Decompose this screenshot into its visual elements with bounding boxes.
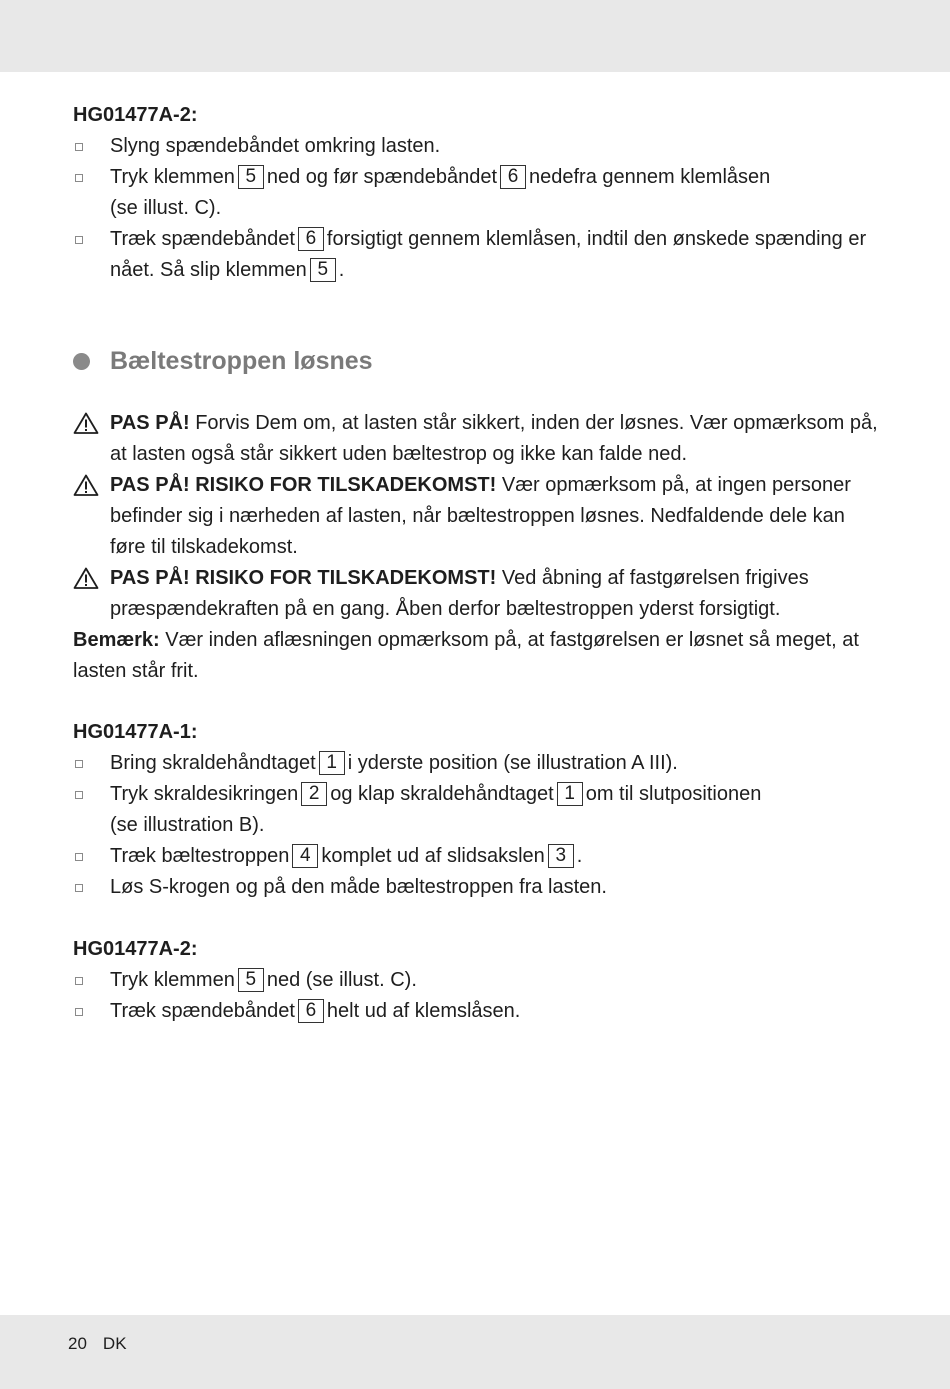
- part-ref: 1: [319, 751, 345, 775]
- bullet-square-icon: [75, 884, 83, 892]
- header-band: [0, 0, 950, 72]
- warnings: [73, 408, 883, 687]
- list-item: Tryk skraldesikringen 2 og klap skraldehåndtaget 1 om til slutpositionen (se illustration B).: [73, 779, 883, 841]
- bullet-square-icon: [75, 1008, 83, 1016]
- bullet-square-icon: [75, 143, 83, 151]
- section-title: Bæltestroppen løsnes: [73, 345, 883, 377]
- warning-triangle-icon: [73, 567, 99, 589]
- part-ref: 6: [500, 165, 526, 189]
- bullet-square-icon: [75, 853, 83, 861]
- bullet-square-icon: [75, 174, 83, 182]
- part-ref: 5: [238, 165, 264, 189]
- warning-triangle-icon: [73, 474, 99, 496]
- warning-triangle-icon: [73, 412, 99, 434]
- footer: [68, 1334, 127, 1354]
- language-code: DK: [102, 1334, 127, 1353]
- part-ref: 4: [292, 844, 318, 868]
- model-heading: HG01477A-1:: [73, 721, 198, 743]
- list-item: Træk spændebåndet 6 helt ud af klemslåsen.: [73, 996, 883, 1027]
- part-ref: 5: [238, 968, 264, 992]
- warning-item: PAS PÅ! RISIKO FOR TILSKADEKOMST! Vær opmærksom på, at ingen personer befinder sig i nærheden af lasten, når bæltestroppen løsnes. Nedfaldende dele kan føre til tilskadekomst.: [73, 470, 883, 563]
- part-ref: 6: [298, 227, 324, 251]
- list-item: Bring skraldehåndtaget 1 i yderste position (se illustration A III).: [73, 748, 883, 779]
- section-bullet-icon: [73, 353, 90, 370]
- list-item: Træk bæltestroppen 4 komplet ud af slidsakslen 3 .: [73, 841, 883, 872]
- part-ref: 5: [310, 258, 336, 282]
- bullet-square-icon: [75, 236, 83, 244]
- bullet-square-icon: [75, 977, 83, 985]
- page-number: 20: [68, 1334, 87, 1353]
- bullet-square-icon: [75, 760, 83, 768]
- page-content: [73, 100, 883, 1027]
- part-ref: 1: [557, 782, 583, 806]
- footer-band: [0, 1315, 950, 1389]
- model-heading: HG01477A-2:: [73, 938, 198, 960]
- bullet-square-icon: [75, 791, 83, 799]
- block-hg01477a-1: [73, 717, 883, 903]
- note-paragraph: Bemærk: Vær inden aflæsningen opmærksom på, at fastgørelsen er løsnet så meget, at lasten står frit.: [73, 629, 859, 682]
- part-ref: 2: [301, 782, 327, 806]
- block-hg01477a-2-release: [73, 934, 883, 1027]
- warning-item: PAS PÅ! RISIKO FOR TILSKADEKOMST! Ved åbning af fastgørelsen frigives præspændekraften på en gang. Åben derfor bæltestroppen yderst forsigtigt.: [73, 563, 883, 625]
- list-item: Tryk klemmen 5 ned (se illust. C).: [73, 965, 883, 996]
- part-ref: 6: [298, 999, 324, 1023]
- list-item: Træk spændebåndet 6 forsigtigt gennem klemlåsen, indtil den ønskede spænding er nået. Så slip klemmen 5 .: [73, 224, 883, 286]
- block-hg01477a-2-tighten: [73, 100, 883, 286]
- part-ref: 3: [548, 844, 574, 868]
- warning-item: PAS PÅ! Forvis Dem om, at lasten står sikkert, inden der løsnes. Vær opmærksom på, at lasten også står sikkert uden bæltestrop og ikke kan falde ned.: [73, 408, 883, 470]
- list-item: Slyng spændebåndet omkring lasten.: [73, 131, 883, 162]
- list-item: Løs S-krogen og på den måde bæltestroppen fra lasten.: [73, 872, 883, 903]
- model-heading: HG01477A-2:: [73, 104, 198, 126]
- list-item: Tryk klemmen 5 ned og før spændebåndet 6 nedefra gennem klemlåsen (se illust. C).: [73, 162, 883, 224]
